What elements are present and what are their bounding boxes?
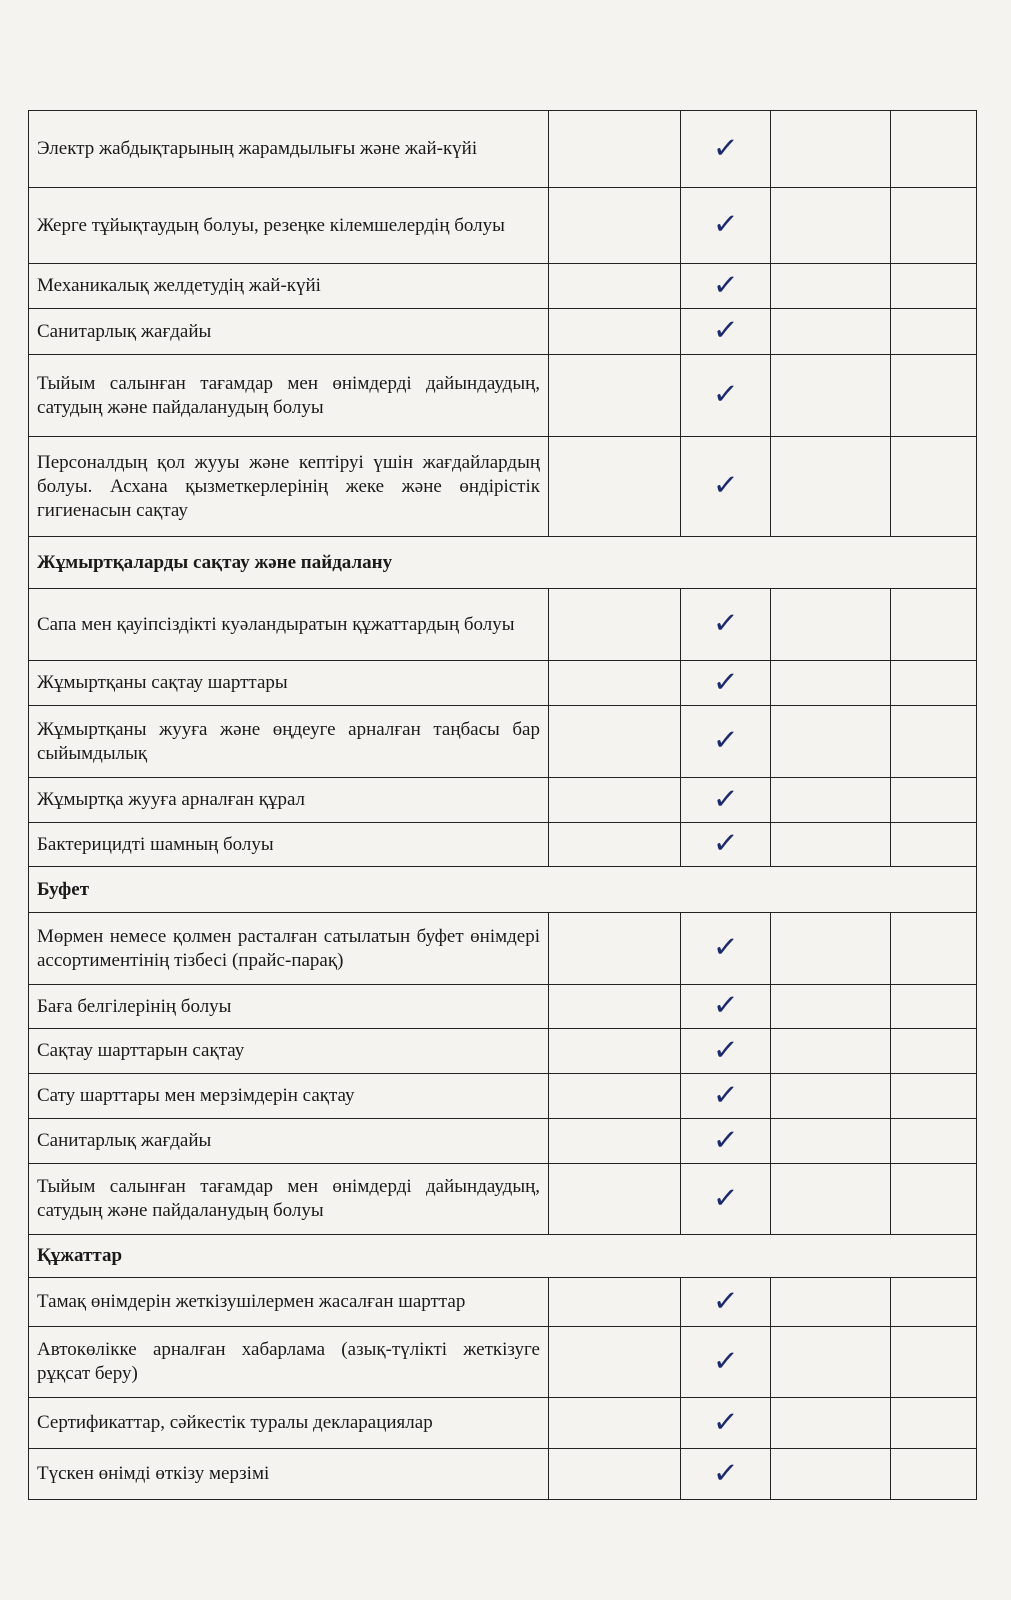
empty-mark-cell (891, 309, 977, 355)
checklist-row (29, 778, 977, 823)
empty-mark-cell (771, 188, 891, 264)
criterion-text: Автокөлікке арналған хабарлама (азық-түлікті жеткізуге рұқсат беру) (29, 1327, 549, 1398)
checkmark-icon: ✓ (711, 312, 740, 349)
criterion-text: Сату шарттары мен мерзімдерін сақтау (29, 1074, 549, 1119)
criterion-text: Түскен өнімді өткізу мерзімі (29, 1449, 549, 1500)
checklist-row (29, 355, 977, 437)
compliance-mark-cell (681, 1398, 771, 1449)
empty-mark-cell (549, 1164, 681, 1235)
criterion-text: Персоналдың қол жууы және кептіруі үшін жағдайлардың болуы. Асхана қызметкерлерінің жеке және өндірістік гигиенасын сақтау (29, 437, 549, 537)
empty-mark-cell (771, 1029, 891, 1074)
empty-mark-cell (891, 264, 977, 309)
compliance-mark-cell (681, 985, 771, 1029)
empty-mark-cell (891, 1278, 977, 1327)
compliance-mark-cell (681, 309, 771, 355)
section-title: Құжаттар (29, 1235, 977, 1278)
empty-mark-cell (891, 437, 977, 537)
compliance-mark-cell (681, 1029, 771, 1074)
empty-mark-cell (771, 1327, 891, 1398)
checkmark-icon: ✓ (711, 1179, 740, 1217)
compliance-mark-cell (681, 589, 771, 661)
checkmark-icon: ✓ (711, 1342, 740, 1380)
empty-mark-cell (891, 1327, 977, 1398)
compliance-mark-cell (681, 823, 771, 867)
empty-mark-cell (549, 1449, 681, 1500)
checkmark-icon: ✓ (711, 1076, 740, 1114)
empty-mark-cell (771, 1398, 891, 1449)
checklist-row (29, 1029, 977, 1074)
inspection-checklist-table (28, 110, 977, 1500)
empty-mark-cell (771, 111, 891, 188)
checklist-row (29, 188, 977, 264)
empty-mark-cell (549, 437, 681, 537)
empty-mark-cell (549, 823, 681, 867)
empty-mark-cell (891, 823, 977, 867)
empty-mark-cell (891, 1398, 977, 1449)
checkmark-icon: ✓ (711, 987, 740, 1024)
empty-mark-cell (549, 985, 681, 1029)
empty-mark-cell (549, 264, 681, 309)
checklist-row (29, 661, 977, 706)
criterion-text: Мөрмен немесе қолмен расталған сатылатын буфет өнімдері ассортиментінің тізбесі (прайс-парақ) (29, 913, 549, 985)
empty-mark-cell (771, 1074, 891, 1119)
criterion-text: Жұмыртқаны сақтау шарттары (29, 661, 549, 706)
checklist-row (29, 589, 977, 661)
empty-mark-cell (549, 1029, 681, 1074)
section-header-row (29, 537, 977, 589)
checklist-row (29, 1449, 977, 1500)
compliance-mark-cell (681, 706, 771, 778)
checkmark-icon: ✓ (711, 1454, 740, 1492)
empty-mark-cell (549, 1074, 681, 1119)
empty-mark-cell (771, 1449, 891, 1500)
compliance-mark-cell (681, 355, 771, 437)
compliance-mark-cell (681, 1119, 771, 1164)
checklist-row (29, 1119, 977, 1164)
empty-mark-cell (891, 188, 977, 264)
checkmark-icon: ✓ (711, 1403, 740, 1441)
checkmark-icon: ✓ (711, 1282, 740, 1320)
criterion-text: Бактерицидті шамның болуы (29, 823, 549, 867)
checklist-row (29, 1327, 977, 1398)
empty-mark-cell (891, 1449, 977, 1500)
checklist-row (29, 309, 977, 355)
empty-mark-cell (771, 661, 891, 706)
checklist-row (29, 706, 977, 778)
checklist-row (29, 1074, 977, 1119)
empty-mark-cell (549, 706, 681, 778)
empty-mark-cell (891, 778, 977, 823)
empty-mark-cell (891, 1164, 977, 1235)
criterion-text: Сапа мен қауіпсіздікті куәландыратын құжаттардың болуы (29, 589, 549, 661)
checkmark-icon: ✓ (711, 376, 740, 413)
criterion-text: Тыйым салынған тағамдар мен өнімдерді дайындаудың, сатудың және пайдаланудың болуы (29, 1164, 549, 1235)
checkmark-icon: ✓ (711, 929, 740, 966)
empty-mark-cell (549, 188, 681, 264)
section-header-row (29, 867, 977, 913)
section-title: Буфет (29, 867, 977, 913)
empty-mark-cell (891, 913, 977, 985)
checkmark-icon: ✓ (711, 825, 740, 862)
empty-mark-cell (549, 111, 681, 188)
empty-mark-cell (549, 309, 681, 355)
compliance-mark-cell (681, 264, 771, 309)
checkmark-icon: ✓ (711, 129, 740, 167)
compliance-mark-cell (681, 1278, 771, 1327)
empty-mark-cell (549, 661, 681, 706)
compliance-mark-cell (681, 1074, 771, 1119)
empty-mark-cell (891, 1119, 977, 1164)
criterion-text: Сертификаттар, сәйкестік туралы декларациялар (29, 1398, 549, 1449)
empty-mark-cell (549, 1119, 681, 1164)
checkmark-icon: ✓ (711, 1031, 740, 1069)
empty-mark-cell (549, 589, 681, 661)
empty-mark-cell (549, 1278, 681, 1327)
empty-mark-cell (771, 913, 891, 985)
empty-mark-cell (549, 355, 681, 437)
empty-mark-cell (771, 778, 891, 823)
criterion-text: Электр жабдықтарының жарамдылығы және жай-күйі (29, 111, 549, 188)
checkmark-icon: ✓ (711, 663, 740, 701)
checkmark-icon: ✓ (711, 206, 740, 243)
empty-mark-cell (891, 589, 977, 661)
section-header-row (29, 1235, 977, 1278)
compliance-mark-cell (681, 778, 771, 823)
compliance-mark-cell (681, 111, 771, 188)
empty-mark-cell (549, 778, 681, 823)
criterion-text: Жұмыртқа жууға арналған құрал (29, 778, 549, 823)
criterion-text: Сақтау шарттарын сақтау (29, 1029, 549, 1074)
checkmark-icon: ✓ (711, 722, 740, 759)
empty-mark-cell (891, 706, 977, 778)
criterion-text: Тыйым салынған тағамдар мен өнімдерді дайындаудың, сатудың және пайдаланудың болуы (29, 355, 549, 437)
empty-mark-cell (891, 355, 977, 437)
criterion-text: Баға белгілерінің болуы (29, 985, 549, 1029)
empty-mark-cell (891, 985, 977, 1029)
empty-mark-cell (771, 706, 891, 778)
checklist-row (29, 264, 977, 309)
checkmark-icon: ✓ (711, 1121, 740, 1159)
compliance-mark-cell (681, 437, 771, 537)
checkmark-icon: ✓ (711, 467, 740, 504)
empty-mark-cell (771, 1278, 891, 1327)
compliance-mark-cell (681, 1164, 771, 1235)
checkmark-icon: ✓ (711, 605, 740, 642)
checklist-row (29, 823, 977, 867)
compliance-mark-cell (681, 1449, 771, 1500)
empty-mark-cell (771, 985, 891, 1029)
empty-mark-cell (549, 1398, 681, 1449)
empty-mark-cell (771, 823, 891, 867)
empty-mark-cell (771, 1119, 891, 1164)
empty-mark-cell (549, 913, 681, 985)
checklist-row (29, 437, 977, 537)
criterion-text: Тамақ өнімдерін жеткізушілермен жасалған шарттар (29, 1278, 549, 1327)
checkmark-icon: ✓ (711, 266, 740, 304)
criterion-text: Жұмыртқаны жууға және өңдеуге арналған таңбасы бар сыйымдылық (29, 706, 549, 778)
compliance-mark-cell (681, 661, 771, 706)
section-title: Жұмыртқаларды сақтау және пайдалану (29, 537, 977, 589)
empty-mark-cell (891, 1074, 977, 1119)
checklist-row (29, 1398, 977, 1449)
empty-mark-cell (549, 1327, 681, 1398)
criterion-text: Жерге тұйықтаудың болуы, резеңке кілемшелердің болуы (29, 188, 549, 264)
empty-mark-cell (771, 437, 891, 537)
checkmark-icon: ✓ (711, 780, 740, 818)
checklist-row (29, 1164, 977, 1235)
empty-mark-cell (891, 661, 977, 706)
criterion-text: Санитарлық жағдайы (29, 309, 549, 355)
empty-mark-cell (771, 355, 891, 437)
empty-mark-cell (891, 111, 977, 188)
empty-mark-cell (771, 1164, 891, 1235)
empty-mark-cell (771, 589, 891, 661)
criterion-text: Санитарлық жағдайы (29, 1119, 549, 1164)
empty-mark-cell (891, 1029, 977, 1074)
compliance-mark-cell (681, 913, 771, 985)
checklist-row (29, 111, 977, 188)
compliance-mark-cell (681, 188, 771, 264)
checklist-row (29, 1278, 977, 1327)
empty-mark-cell (771, 309, 891, 355)
checklist-row (29, 985, 977, 1029)
criterion-text: Механикалық желдетудің жай-күйі (29, 264, 549, 309)
compliance-mark-cell (681, 1327, 771, 1398)
checklist-row (29, 913, 977, 985)
empty-mark-cell (771, 264, 891, 309)
